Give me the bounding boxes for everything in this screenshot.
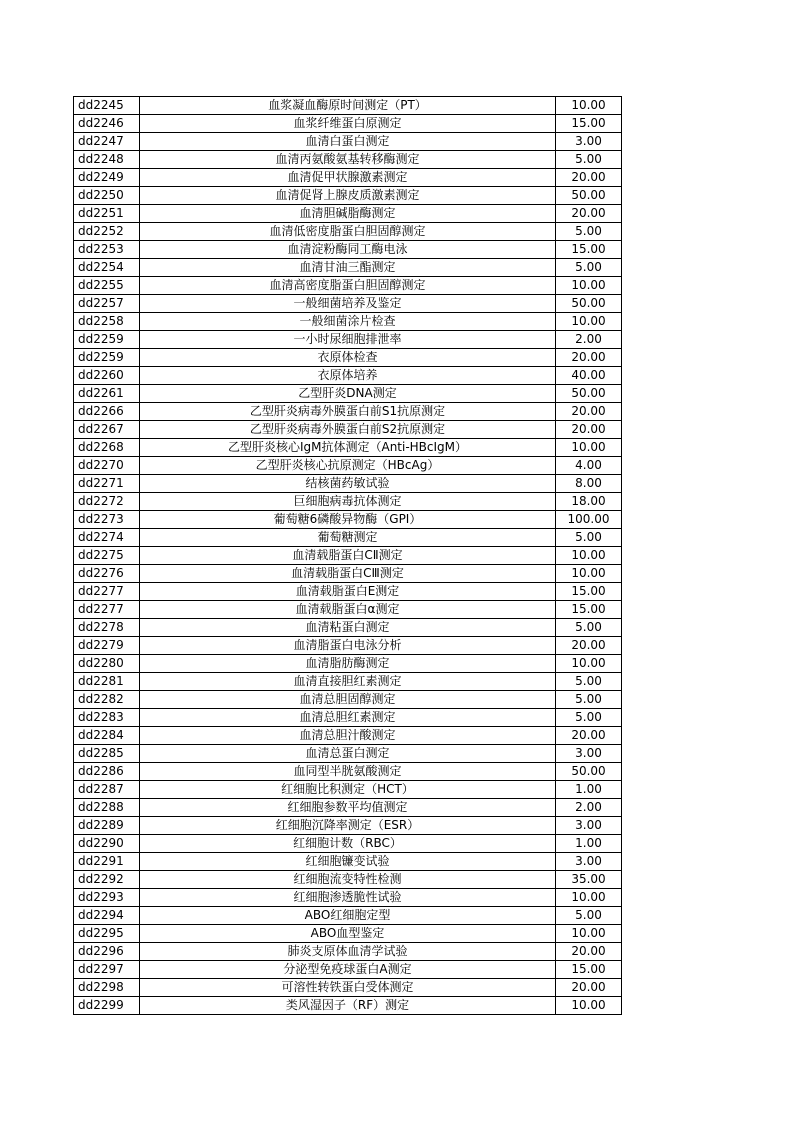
item-price-cell: 20.00 [556,205,622,223]
item-code-cell: dd2288 [74,799,140,817]
item-code-cell: dd2289 [74,817,140,835]
item-name-cell: 衣原体培养 [140,367,556,385]
item-name-cell: 结核菌药敏试验 [140,475,556,493]
item-price-cell: 20.00 [556,349,622,367]
item-price-cell: 15.00 [556,583,622,601]
item-code-cell: dd2291 [74,853,140,871]
table-row [74,277,622,295]
item-price-cell: 20.00 [556,979,622,997]
item-name-cell: 乙型肝炎病毒外膜蛋白前S2抗原测定 [140,421,556,439]
item-name-cell: 可溶性转铁蛋白受体测定 [140,979,556,997]
item-code-cell: dd2252 [74,223,140,241]
item-code-cell: dd2294 [74,907,140,925]
item-price-cell: 10.00 [556,925,622,943]
item-name-cell: 血清总胆汁酸测定 [140,727,556,745]
item-name-cell: 分泌型免疫球蛋白A测定 [140,961,556,979]
table-row [74,169,622,187]
item-price-cell: 10.00 [556,439,622,457]
price-table-body [74,97,622,1015]
item-code-cell: dd2245 [74,97,140,115]
table-row [74,655,622,673]
item-code-cell: dd2292 [74,871,140,889]
item-price-cell: 10.00 [556,547,622,565]
item-price-cell: 3.00 [556,133,622,151]
item-code-cell: dd2277 [74,601,140,619]
item-name-cell: 血清促肾上腺皮质激素测定 [140,187,556,205]
item-code-cell: dd2251 [74,205,140,223]
table-row [74,871,622,889]
item-name-cell: 血清白蛋白测定 [140,133,556,151]
item-name-cell: 红细胞参数平均值测定 [140,799,556,817]
item-name-cell: 红细胞计数（RBC） [140,835,556,853]
item-price-cell: 8.00 [556,475,622,493]
item-price-cell: 3.00 [556,853,622,871]
item-name-cell: 红细胞沉降率测定（ESR） [140,817,556,835]
item-price-cell: 50.00 [556,385,622,403]
item-price-cell: 10.00 [556,277,622,295]
table-row [74,421,622,439]
item-price-cell: 50.00 [556,763,622,781]
item-code-cell: dd2268 [74,439,140,457]
item-name-cell: 血清高密度脂蛋白胆固醇测定 [140,277,556,295]
item-price-cell: 5.00 [556,223,622,241]
table-row [74,583,622,601]
item-code-cell: dd2259 [74,331,140,349]
table-row [74,313,622,331]
item-code-cell: dd2267 [74,421,140,439]
item-price-cell: 2.00 [556,331,622,349]
item-price-cell: 1.00 [556,835,622,853]
item-name-cell: 血清低密度脂蛋白胆固醇测定 [140,223,556,241]
table-row [74,691,622,709]
table-row [74,889,622,907]
item-price-cell: 4.00 [556,457,622,475]
item-price-cell: 15.00 [556,115,622,133]
item-name-cell: 乙型肝炎核心抗原测定（HBcAg） [140,457,556,475]
item-name-cell: 血清粘蛋白测定 [140,619,556,637]
table-row [74,205,622,223]
table-row [74,637,622,655]
item-name-cell: 血清脂肪酶测定 [140,655,556,673]
item-name-cell: ABO血型鉴定 [140,925,556,943]
item-price-cell: 2.00 [556,799,622,817]
item-name-cell: 乙型肝炎病毒外膜蛋白前S1抗原测定 [140,403,556,421]
item-price-cell: 18.00 [556,493,622,511]
item-code-cell: dd2254 [74,259,140,277]
item-price-cell: 5.00 [556,673,622,691]
table-row [74,475,622,493]
table-row [74,457,622,475]
item-name-cell: 类风湿因子（RF）测定 [140,997,556,1015]
table-row [74,727,622,745]
item-price-cell: 20.00 [556,637,622,655]
table-row [74,115,622,133]
item-code-cell: dd2278 [74,619,140,637]
table-row [74,799,622,817]
item-price-cell: 10.00 [556,313,622,331]
table-row [74,835,622,853]
item-name-cell: 一小时尿细胞排泄率 [140,331,556,349]
item-price-cell: 5.00 [556,907,622,925]
item-code-cell: dd2274 [74,529,140,547]
item-code-cell: dd2261 [74,385,140,403]
item-price-cell: 3.00 [556,817,622,835]
item-code-cell: dd2276 [74,565,140,583]
table-row [74,403,622,421]
table-row [74,547,622,565]
item-name-cell: 血清载脂蛋白α测定 [140,601,556,619]
item-name-cell: 红细胞比积测定（HCT） [140,781,556,799]
item-code-cell: dd2273 [74,511,140,529]
item-code-cell: dd2283 [74,709,140,727]
item-price-cell: 10.00 [556,655,622,673]
item-price-cell: 1.00 [556,781,622,799]
item-price-cell: 5.00 [556,709,622,727]
item-code-cell: dd2266 [74,403,140,421]
table-row [74,259,622,277]
item-name-cell: 肺炎支原体血清学试验 [140,943,556,961]
price-table [73,96,622,1015]
item-price-cell: 50.00 [556,187,622,205]
table-row [74,349,622,367]
item-name-cell: 血清促甲状腺激素测定 [140,169,556,187]
item-code-cell: dd2253 [74,241,140,259]
item-code-cell: dd2280 [74,655,140,673]
table-row [74,439,622,457]
table-row [74,763,622,781]
table-row [74,151,622,169]
item-price-cell: 10.00 [556,889,622,907]
item-name-cell: 血清载脂蛋白CⅢ测定 [140,565,556,583]
item-name-cell: 血清丙氨酸氨基转移酶测定 [140,151,556,169]
item-price-cell: 10.00 [556,997,622,1015]
item-name-cell: 血浆纤维蛋白原测定 [140,115,556,133]
item-price-cell: 5.00 [556,691,622,709]
item-code-cell: dd2297 [74,961,140,979]
table-row [74,385,622,403]
item-code-cell: dd2250 [74,187,140,205]
table-row [74,187,622,205]
item-code-cell: dd2295 [74,925,140,943]
item-code-cell: dd2284 [74,727,140,745]
item-price-cell: 20.00 [556,943,622,961]
item-code-cell: dd2298 [74,979,140,997]
item-name-cell: 葡萄糖6磷酸异物酶（GPI） [140,511,556,529]
item-name-cell: 血清总蛋白测定 [140,745,556,763]
item-code-cell: dd2293 [74,889,140,907]
item-name-cell: 血清载脂蛋白E测定 [140,583,556,601]
item-name-cell: 血清淀粉酶同工酶电泳 [140,241,556,259]
item-code-cell: dd2275 [74,547,140,565]
item-name-cell: 乙型肝炎核心IgM抗体测定（Anti-HBcIgM） [140,439,556,457]
item-code-cell: dd2287 [74,781,140,799]
item-name-cell: 一般细菌涂片检查 [140,313,556,331]
table-row [74,97,622,115]
table-row [74,979,622,997]
item-code-cell: dd2290 [74,835,140,853]
item-name-cell: 红细胞流变特性检测 [140,871,556,889]
item-price-cell: 5.00 [556,529,622,547]
item-name-cell: 葡萄糖测定 [140,529,556,547]
item-code-cell: dd2286 [74,763,140,781]
table-row [74,745,622,763]
item-name-cell: 血同型半胱氨酸测定 [140,763,556,781]
item-price-cell: 100.00 [556,511,622,529]
item-price-cell: 3.00 [556,745,622,763]
item-price-cell: 15.00 [556,961,622,979]
item-name-cell: 血清胆碱脂酶测定 [140,205,556,223]
item-price-cell: 35.00 [556,871,622,889]
item-price-cell: 20.00 [556,421,622,439]
table-row [74,493,622,511]
table-row [74,331,622,349]
item-price-cell: 50.00 [556,295,622,313]
item-code-cell: dd2296 [74,943,140,961]
item-price-cell: 5.00 [556,259,622,277]
item-code-cell: dd2248 [74,151,140,169]
item-code-cell: dd2246 [74,115,140,133]
item-price-cell: 20.00 [556,727,622,745]
item-code-cell: dd2258 [74,313,140,331]
item-price-cell: 10.00 [556,97,622,115]
table-row [74,709,622,727]
item-code-cell: dd2260 [74,367,140,385]
table-row [74,601,622,619]
item-code-cell: dd2279 [74,637,140,655]
item-code-cell: dd2257 [74,295,140,313]
item-name-cell: 血清直接胆红素测定 [140,673,556,691]
item-name-cell: 血清甘油三酯测定 [140,259,556,277]
item-price-cell: 10.00 [556,565,622,583]
table-row [74,511,622,529]
item-price-cell: 5.00 [556,151,622,169]
table-row [74,961,622,979]
item-name-cell: 血清脂蛋白电泳分析 [140,637,556,655]
table-row [74,619,622,637]
item-price-cell: 20.00 [556,403,622,421]
item-name-cell: 红细胞镰变试验 [140,853,556,871]
table-row [74,943,622,961]
table-row [74,529,622,547]
item-code-cell: dd2277 [74,583,140,601]
item-code-cell: dd2271 [74,475,140,493]
item-code-cell: dd2285 [74,745,140,763]
item-code-cell: dd2272 [74,493,140,511]
table-row [74,907,622,925]
item-price-cell: 5.00 [556,619,622,637]
item-name-cell: 血清总胆固醇测定 [140,691,556,709]
table-row [74,673,622,691]
table-row [74,367,622,385]
item-price-cell: 15.00 [556,601,622,619]
item-name-cell: 红细胞渗透脆性试验 [140,889,556,907]
table-row [74,295,622,313]
table-row [74,853,622,871]
item-code-cell: dd2255 [74,277,140,295]
table-row [74,925,622,943]
table-row [74,241,622,259]
item-price-cell: 40.00 [556,367,622,385]
item-price-cell: 15.00 [556,241,622,259]
item-price-cell: 20.00 [556,169,622,187]
item-name-cell: ABO红细胞定型 [140,907,556,925]
item-code-cell: dd2270 [74,457,140,475]
table-row [74,997,622,1015]
table-row [74,565,622,583]
item-code-cell: dd2282 [74,691,140,709]
table-row [74,223,622,241]
table-row [74,133,622,151]
item-name-cell: 乙型肝炎DNA测定 [140,385,556,403]
item-code-cell: dd2247 [74,133,140,151]
item-name-cell: 血浆凝血酶原时间测定（PT） [140,97,556,115]
item-code-cell: dd2281 [74,673,140,691]
item-name-cell: 一般细菌培养及鉴定 [140,295,556,313]
item-code-cell: dd2299 [74,997,140,1015]
item-code-cell: dd2249 [74,169,140,187]
table-row [74,817,622,835]
table-row [74,781,622,799]
item-name-cell: 血清总胆红素测定 [140,709,556,727]
item-name-cell: 衣原体检查 [140,349,556,367]
item-name-cell: 巨细胞病毒抗体测定 [140,493,556,511]
item-name-cell: 血清载脂蛋白CⅡ测定 [140,547,556,565]
item-code-cell: dd2259 [74,349,140,367]
